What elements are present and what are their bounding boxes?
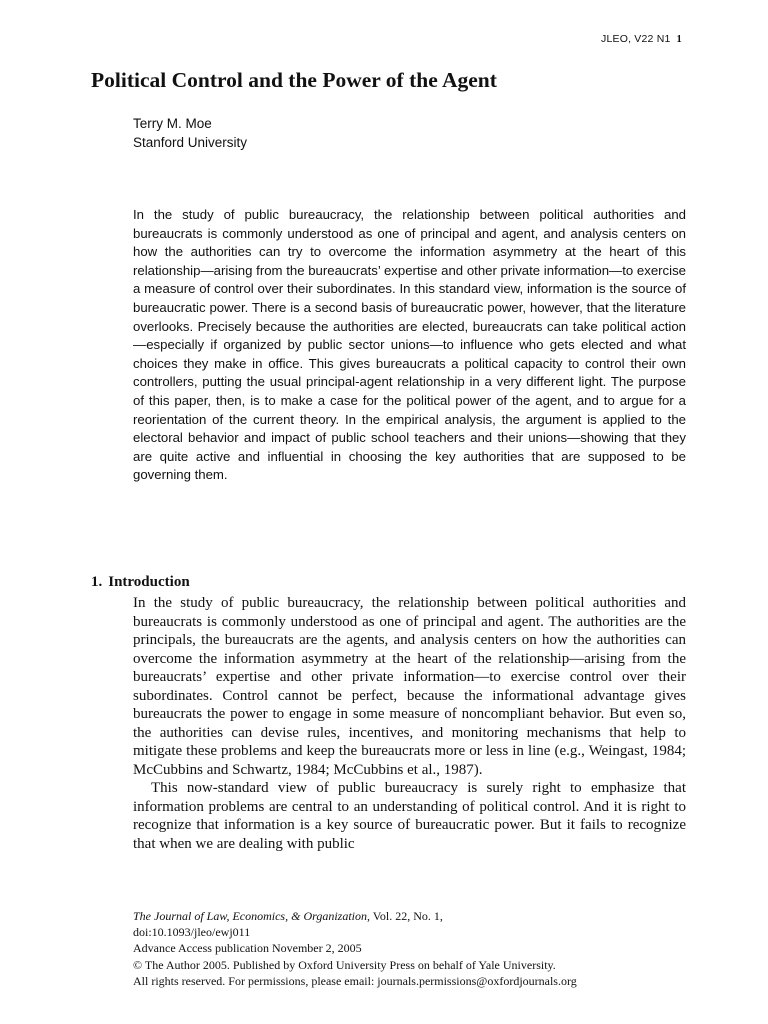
body-paragraph: In the study of public bureaucracy, the relationship between political authorities and bureaucrats is commonly understood as one of principal and agent. The authorities are the principals, the bureaucrats are the agents, and analysis centers on how the authorities can overcome the information asymmetry at the heart of the relationship—arising from the bureaucrats’ expertise and other private information—to exercise control over their subordinates. Control cannot be perfect, because the informational advantage gives bureaucrats the power to engage in some measure of noncompliant behavior. But even so, the authorities can devise rules, incentives, and monitoring mechanisms that help to mitigate these problems and keep the bureaucrats more or less in line (e.g., Weingast, 1984; McCubbins and Schwartz, 1984; McCubbins et al., 1987).: [133, 595, 686, 778]
journal-volume: Vol. 22, No. 1,: [372, 909, 443, 923]
author-affiliation: Stanford University: [133, 135, 248, 150]
section-heading: [91, 574, 190, 591]
doi: doi:10.1093/jleo/ewj011: [133, 925, 251, 940]
page-number: 1: [676, 34, 682, 45]
body-paragraph: This now-standard view of public bureaucracy is surely right to emphasize that information problems are central to an understanding of political control. And it is right to recognize that information is a key source of bureaucratic power. But it fails to recognize that when we are dealing with public: [133, 780, 686, 852]
publication-footer: [133, 908, 713, 989]
author-block: [133, 114, 247, 152]
advance-access: Advance Access publication November 2, 2005: [133, 941, 362, 956]
article-title: Political Control and the Power of the Agent: [91, 68, 497, 92]
rights-notice: All rights reserved. For permissions, please email: journals.permissions@oxfordjournals.org: [133, 973, 577, 988]
section-number: 1.: [91, 574, 103, 590]
section-title: Introduction: [108, 574, 190, 590]
running-head: [601, 33, 682, 45]
section-body: [133, 594, 686, 853]
journal-name: The Journal of Law, Economics, & Organization,: [133, 909, 370, 923]
running-head-text: JLEO, V22 N1: [601, 33, 671, 45]
journal-citation: [133, 908, 713, 924]
author-name: Terry M. Moe: [133, 116, 212, 131]
copyright: © The Author 2005. Published by Oxford University Press on behalf of Yale University.: [133, 957, 556, 972]
abstract: In the study of public bureaucracy, the relationship between political authorities and bureaucrats is commonly understood as one of principal and agent, and analysis centers on how the authorities can try to overcome the information asymmetry at the heart of this relationship—arising from the bureaucrats’ expertise and other private information—to exercise a measure of control over their subordinates. In this standard view, information is the source of bureaucratic power. There is a second basis of bureaucratic power, however, that the literature overlooks. Precisely because the authorities are elected, bureaucrats can take political action—especially if organized by public sector unions—to influence who gets elected and what choices they make in office. This gives bureaucrats a political capacity to control their own controllers, putting the usual principal-agent relationship in a very different light. The purpose of this paper, then, is to make a case for the political power of the agent, and to argue for a reorientation of the current theory. In the empirical analysis, the argument is applied to the electoral behavior and impact of public school teachers and their unions—showing that they are quite active and influential in choosing the key authorities that are supposed to be governing them.: [133, 207, 686, 483]
